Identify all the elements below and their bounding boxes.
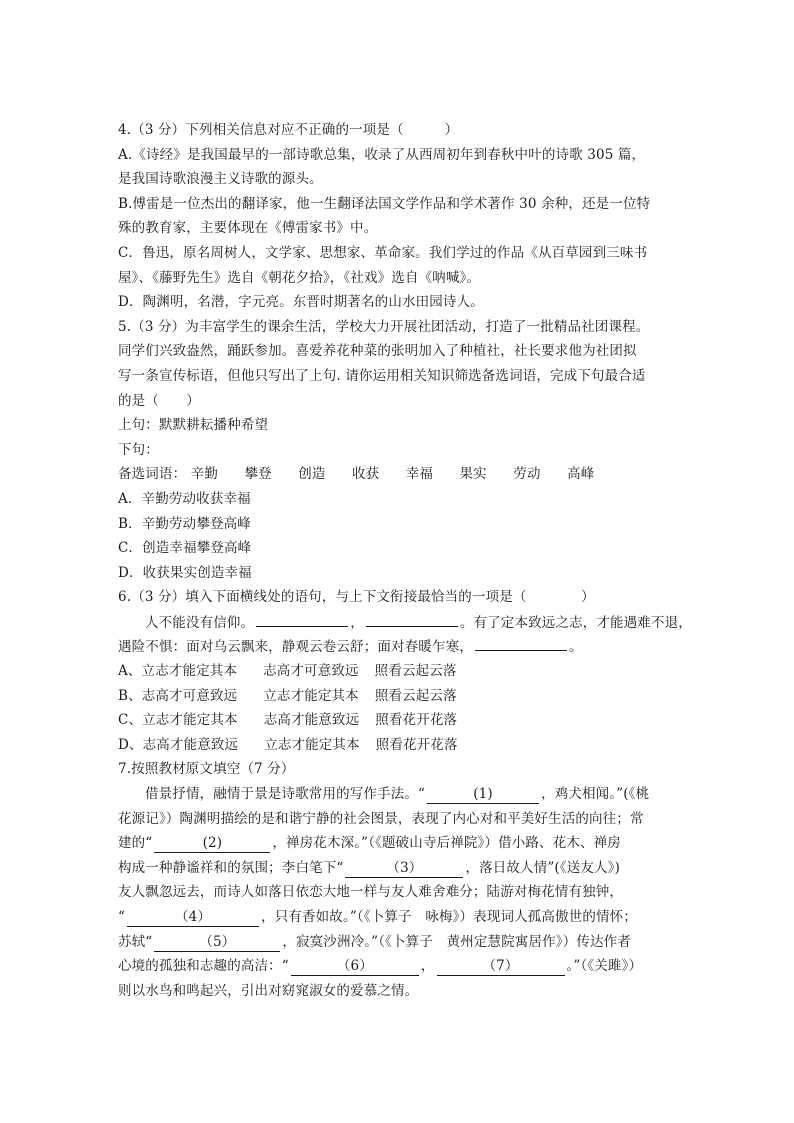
q6-blank-3[interactable] [475,634,567,651]
q7-text: ，禅房花木深。”（《题破山寺后禅院》）借小路、花木、禅房 [272,835,621,852]
q7-text: ，鸡犬相闻。”(《桃 [541,786,650,803]
q5-stem-line4: 的是（ ） [118,392,200,409]
q7-text: ，只有香如故。”（《卜算子 咏梅》）表现词人孤高傲世的情怀； [261,909,637,925]
q5-upper-line: 上句：默默耕耘播种希望 [118,417,269,434]
q7-line5: 友人飘忽远去，而诗人如落日依恋大地一样与友人难舍难分；陆游对梅花情有独钟， [118,884,624,901]
q7-line9: 则以水鸟和鸣起兴，引出对窈窕淑女的爱慕之情。 [118,982,419,999]
q5-word: 辛勤 [190,466,219,483]
q6-option-part: 志高才可意致远 [263,663,359,680]
q7-line2: 花源记》）陶渊明描绘的是和谐宁静的社会图景，表现了内心对和平美好生活的向往；常 [118,810,644,827]
q6-option-part: 立志才能定其本 [263,687,359,704]
q7-text: 苏轼“ [118,933,153,950]
q4-stem: 4.（3 分）下列相关信息对应不正确的一项是（ ） [118,122,459,138]
q7-line3 [118,831,688,856]
q4-option-d: D．陶渊明，名潜，字元亮。东晋时期著名的山水田园诗人。 [118,294,484,311]
q7-blank-2[interactable]: (2) [154,834,270,853]
q7-blank-3[interactable]: （3） [345,859,463,878]
q6-option-part: B、志高才可意致远 [118,687,238,704]
q7-line4 [118,856,688,881]
q7-text: ，落日故人情”(《送友人》) [465,859,620,876]
q7-text: 心境的孤独和志趣的高洁：“ [118,958,289,975]
q6-separator: ， [350,614,364,631]
q6-option-part: 照看云起云落 [374,663,457,680]
q7-text: 建的“ [118,835,153,852]
q5-word: 幸福 [405,466,434,483]
q7-text: ， [420,958,435,975]
q6-option-part: 照看云起云落 [374,687,457,704]
q7-text: “ [118,909,126,925]
q5-lower-line: 下句： [118,441,159,458]
q7-text: ，寂寞沙洲冷。”（《卜算子 黄州定慧院寓居作》）传达作者 [282,933,631,950]
q7-stem: 7.按照教材原文填空（7 分） [118,761,295,778]
q7-line7 [118,930,688,955]
q5-option-c: C．创造幸福攀登高峰 [118,540,252,557]
q6-text3-end: 。 [568,639,583,656]
q4-option-c-line2: 屋》、《藤野先生》选自《朝花夕拾》，《社戏》选自《呐喊》。 [118,269,481,286]
q5-option-a: A．辛勤劳动收获幸福 [118,490,251,507]
q7-text: 借景抒情，融情于景是诗歌常用的写作手法。“ [145,786,426,803]
q6-blank-1[interactable] [256,610,348,627]
q6-text3: 遇险不惧：面对乌云飘来，静观云卷云舒；面对春暖乍寒， [118,639,473,656]
q6-passage-line2 [118,634,688,659]
q6-blank-2[interactable] [366,610,458,627]
q5-stem-line3: 写一条宣传标语，但他只写出了上句. 请你运用相关知识筛选备选词语，完成下句最合适 [118,367,646,384]
q7-blank-1[interactable]: (1) [427,785,539,804]
q6-option-c [118,708,688,733]
q4-option-b-line2: 殊的教育家，主要体现在《傅雷家书》中。 [118,220,378,237]
q6-passage-line1 [118,610,692,635]
q5-word: 攀登 [244,466,272,483]
q4-option-a-line1: A.《诗经》是我国最早的一部诗歌总集，收录了从西周初年到春秋中叶的诗歌 305 篇， [118,146,646,163]
q7-blank-7[interactable]: （7） [437,957,565,976]
q6-text2: 。有了定本致远之志，才能遇难不退， [459,614,692,631]
q7-text: 。”（《关雎》） [566,958,643,975]
q6-option-part: C、立志才能定其本 [118,712,238,729]
q6-text1: 人不能没有信仰。 [145,614,255,631]
q7-line6 [118,905,688,930]
q6-option-a [118,659,688,684]
q5-option-d: D．收获果实创造幸福 [118,564,252,581]
q4-option-a-line2: 是我国诗歌浪漫主义诗歌的源头。 [118,171,323,188]
q7-line8 [118,954,688,979]
q5-stem-line2: 同学们兴致盎然，踊跃参加。喜爱养花种菜的张明加入了种植社，社长要求他为社团拟 [118,343,637,360]
q6-option-d [118,733,688,758]
q5-word: 劳动 [513,466,541,483]
q5-option-b: B．辛勤劳动攀登高峰 [118,515,251,532]
q5-word: 创造 [298,466,326,483]
q6-option-b [118,684,688,709]
exam-page [118,118,692,1003]
q5-stem-line1: 5.（3 分）为丰富学生的课余生活，学校大力开展社团活动，打造了一批精品社团课程。 [118,318,650,335]
q5-words-label: 备选词语： [118,466,187,483]
q4-option-b-line1: B.傅雷是一位杰出的翻译家，他一生翻译法国文学作品和学术著作 30 余种，还是一位特 [118,195,651,212]
q5-word: 收获 [352,466,380,483]
q5-word: 高峰 [567,466,595,483]
q7-blank-4[interactable]: （4） [127,908,259,927]
q6-option-part: 志高才能意致远 [263,712,360,729]
q7-line1 [118,782,688,807]
q5-word: 果实 [459,466,487,483]
q6-option-part: 照看花开花落 [375,712,458,729]
q6-option-part: 立志才能定其本 [264,736,360,753]
q4-option-c-line1: C．鲁迅，原名周树人，文学家、思想家、革命家。我们学过的作品《从百草园到三味书 [118,244,648,261]
q6-option-part: 照看花开花落 [375,736,458,753]
q7-blank-5[interactable]: （5） [154,933,280,952]
q6-option-part: D、志高才能意致远 [118,736,239,753]
q7-text: 构成一种静谧祥和的氛围；李白笔下“ [118,859,344,876]
q7-blank-6[interactable]: （6） [291,957,419,976]
q6-option-part: A、立志才能定其本 [118,663,238,680]
q5-candidate-words [118,462,688,487]
q6-stem: 6.（3 分）填入下面横线处的语句，与上下文衔接最恰当的一项是（ ） [118,589,595,606]
